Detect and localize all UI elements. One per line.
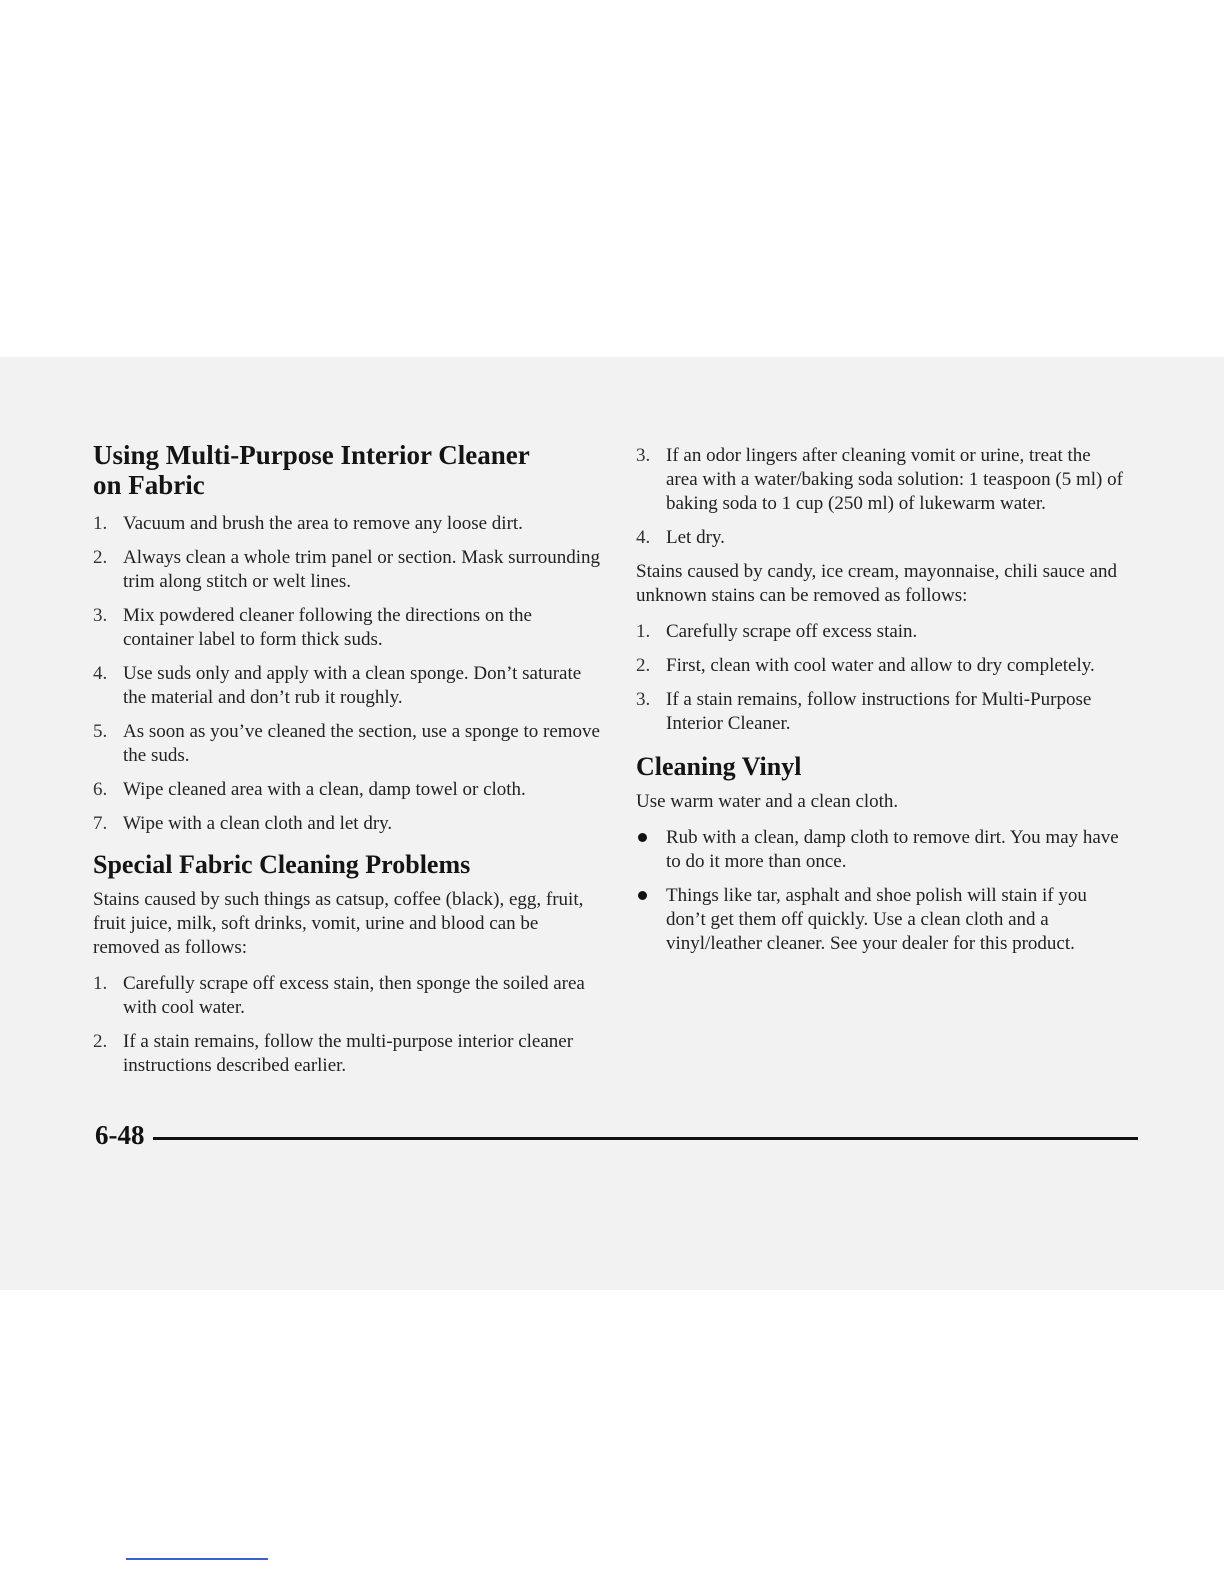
list-item	[93, 662, 603, 710]
step-text: First, clean with cool water and allow to dry completely.	[666, 655, 1095, 676]
step-text: Let dry.	[666, 527, 725, 548]
list-item	[636, 444, 1126, 516]
list-item	[93, 604, 603, 652]
step-number: 1.	[93, 973, 108, 994]
heading-line-2: on Fabric	[93, 470, 205, 500]
bullet-icon	[636, 884, 666, 956]
step-text: If an odor lingers after cleaning vomit or urine, treat the area with a water/baking soda solution: 1 teaspoon (5 ml) of baking soda to 1 cup (250 ml) of lukewarm water.	[666, 445, 1123, 514]
list-item	[636, 826, 1126, 874]
list-item	[636, 654, 1126, 678]
candy-stains-intro: Stains caused by candy, ice cream, mayonnaise, chili sauce and unknown stains can be removed as follows:	[636, 561, 1117, 606]
multi-purpose-steps	[93, 512, 603, 836]
step-number: 1.	[93, 513, 108, 534]
list-item	[93, 972, 603, 1020]
step-text: Wipe with a clean cloth and let dry.	[123, 813, 393, 834]
step-text: If a stain remains, follow the multi-purpose interior cleaner instructions described earlier.	[123, 1031, 574, 1076]
step-number: 7.	[93, 813, 108, 834]
step-number: 2.	[93, 1031, 108, 1052]
step-number: 3.	[636, 445, 651, 466]
step-text: Carefully scrape off excess stain.	[666, 621, 918, 642]
vinyl-bullets	[636, 826, 1126, 956]
special-fabric-intro: Stains caused by such things as catsup, coffee (black), egg, fruit, fruit juice, milk, soft drinks, vomit, urine and blood can be removed as follows:	[93, 889, 584, 958]
list-item	[636, 526, 1126, 550]
section-heading-multi-purpose	[93, 440, 603, 500]
bullet-icon	[636, 826, 666, 874]
bullet-text: Things like tar, asphalt and shoe polish will stain if you don’t get them off quickly. Use a clean cloth and a vinyl/leather cleaner. See your dealer for this product.	[666, 885, 1087, 954]
bottom-divider	[126, 1558, 268, 1560]
step-text: Always clean a whole trim panel or section. Mask surrounding trim along stitch or welt lines.	[123, 547, 600, 592]
step-number: 2.	[93, 547, 108, 568]
section-heading-cleaning-vinyl: Cleaning Vinyl	[636, 752, 802, 781]
step-number: 3.	[636, 689, 651, 710]
page-number: 6-48	[95, 1119, 145, 1150]
special-fabric-steps-continued	[636, 444, 1126, 550]
right-column	[636, 444, 1126, 966]
step-number: 4.	[93, 663, 108, 684]
list-item	[93, 546, 603, 594]
list-item	[636, 884, 1126, 956]
list-item	[93, 1030, 603, 1078]
step-text: Use suds only and apply with a clean sponge. Don’t saturate the material and don’t rub it roughly.	[123, 663, 582, 708]
step-number: 1.	[636, 621, 651, 642]
step-number: 4.	[636, 527, 651, 548]
step-number: 3.	[93, 605, 108, 626]
list-item	[636, 688, 1126, 736]
step-number: 5.	[93, 721, 108, 742]
page-footer	[95, 1118, 1138, 1152]
list-item	[93, 778, 603, 802]
special-fabric-steps	[93, 972, 603, 1078]
vinyl-intro: Use warm water and a clean cloth.	[636, 791, 899, 812]
step-text: As soon as you’ve cleaned the section, use a sponge to remove the suds.	[123, 721, 600, 766]
bullet-text: Rub with a clean, damp cloth to remove dirt. You may have to do it more than once.	[666, 827, 1119, 872]
step-number: 6.	[93, 779, 108, 800]
step-number: 2.	[636, 655, 651, 676]
list-item	[93, 720, 603, 768]
footer-rule	[153, 1137, 1139, 1140]
list-item	[636, 620, 1126, 644]
step-text: If a stain remains, follow instructions for Multi-Purpose Interior Cleaner.	[666, 689, 1092, 734]
candy-stains-steps	[636, 620, 1126, 736]
list-item	[93, 512, 603, 536]
heading-line-1: Using Multi-Purpose Interior Cleaner	[93, 440, 530, 470]
step-text: Wipe cleaned area with a clean, damp towel or cloth.	[123, 779, 526, 800]
list-item	[93, 812, 603, 836]
step-text: Mix powdered cleaner following the directions on the container label to form thick suds.	[123, 605, 532, 650]
section-heading-special-fabric: Special Fabric Cleaning Problems	[93, 850, 471, 879]
step-text: Vacuum and brush the area to remove any loose dirt.	[123, 513, 523, 534]
left-column	[93, 440, 603, 1088]
step-text: Carefully scrape off excess stain, then sponge the soiled area with cool water.	[123, 973, 585, 1018]
